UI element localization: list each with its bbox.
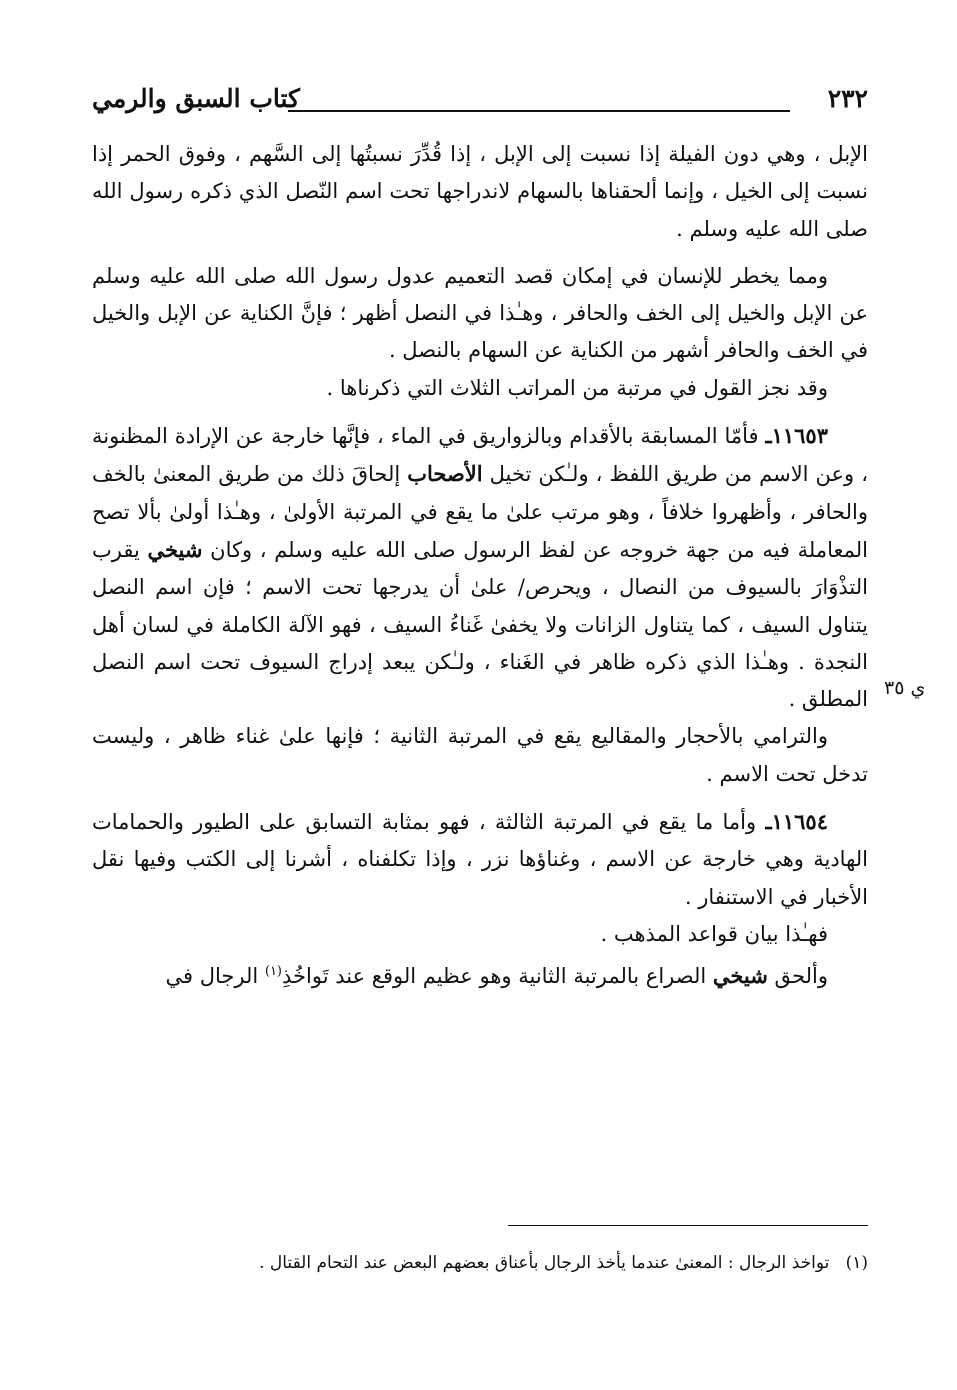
paragraph-11653-part1: فأمّا المسابقة بالأقدام وبالزواريق في الماء ، فإنَّها خارجة عن الإرادة المظنونة ، وعن الاسم من طريق اللفظ ، ولـٰكن تخيل	[92, 424, 868, 487]
footnote-text: تواخذ الرجال : المعنىٰ عندما يأخذ الرجال بأعناق بعضهم البعض عند التحام القتال .	[259, 1253, 830, 1273]
paragraph-continuation: الإبل ، وهي دون الفيلة إذا نسبت إلى الإبل ، إذا قُدِّرَ نسبتُها إلى السَّهم ، وفوق الحمر إذا نسبت إلى الخيل ، وإنما ألحقناها بالسهام لاندراجها تحت اسم النّصل الذي ذكره رسول الله صلى الله عليه وسلم .	[92, 142, 868, 241]
footnote-marker: (١)	[845, 1253, 868, 1273]
footnote-reference: (١)	[264, 964, 282, 980]
page-header	[92, 84, 868, 124]
bold-phrase-sheikh-2: شيخي	[712, 963, 768, 989]
paragraph-11653-part3: يقرب التذْوَارَ بالسيوف من النصال ، ويحرص/ علىٰ أن يدرجها تحت الاسم ؛ فإن اسم النصل يتناول السيف ، كما يتناول الزانات ولا يخفىٰ غَناءُ السيف ، فهو الآلة الكاملة في لسان أهل النجدة . وهـٰذا الذي ذكره ظاهر في الغَناء ، ولـٰكن يبعد إدراج السيوف تحت اسم النصل المطلق .	[92, 537, 868, 712]
wrestling-pre: وألحق	[767, 964, 828, 989]
paragraph-11653-part2: إلحاقَ ذلك من طريق المعنىٰ بالخف والحافر ، وأظهروا خلافاً ، وهو مرتب علىٰ ما يقع في المرتبة الأولىٰ ، وهـٰذا أولىٰ بألا تصح المعاملة فيه من جهة خروجه عن لفظ الرسول صلى الله عليه وسلم ، وكان	[92, 462, 868, 562]
paragraph-stone-throwing: والترامي بالأحجار والمقاليع يقع في المرتبة الثانية ؛ فإنها علىٰ غناء ظاهر ، وليست تدخل تحت الاسم .	[92, 724, 868, 786]
paragraph-wrestling	[92, 953, 868, 995]
book-title: كتاب السبق والرمي	[92, 84, 300, 113]
wrestling-post: الرجال في	[165, 964, 265, 989]
header-rule	[288, 110, 790, 112]
paragraph-11654	[92, 803, 868, 916]
bold-phrase-sheikh: شيخي	[147, 536, 203, 562]
bold-phrase-ashab: الأصحاب	[407, 461, 483, 487]
paragraph-number-11653: ١١٦٥٣ـ	[765, 423, 828, 449]
paragraph-summary: فهـٰذا بيان قواعد المذهب .	[600, 921, 828, 946]
footnote	[92, 1248, 868, 1278]
paragraph-11654-text: وأما ما يقع في المرتبة الثالثة ، فهو بمثابة التسابق على الطيور والحمامات الهادية وهي خارجة عن الاسم ، وغناؤها نزر ، وإذا تكلفناه ، أشرنا إلى الكتب وفيها نقل الأخبار في الاستنفار .	[92, 810, 868, 909]
paragraph-reflection: ومما يخطر للإنسان في إمكان قصد التعميم عدول رسول الله صلى الله عليه وسلم عن الإبل والخيل إلى الخف والحافر ، وهـٰذا في النصل أظهر ؛ فإنَّ الكناية عن الإبل والخيل في الخف والحافر أشهر من الكناية عن السهام بالنصل .	[92, 263, 868, 363]
margin-note: ي ٣٥	[884, 677, 926, 699]
page-number: ٢٣٢	[827, 84, 868, 113]
paragraph-11653	[92, 417, 868, 718]
paragraph-number-11654: ١١٦٥٤ـ	[765, 809, 828, 835]
wrestling-mid: الصراع بالمرتبة الثانية وهو عظيم الوقع عند تَواخُذِ	[282, 964, 713, 989]
body-text	[92, 136, 868, 996]
paragraph-conclusion: وقد نجز القول في مرتبة من المراتب الثلاث التي ذكرناها .	[326, 375, 828, 400]
footnote-rule	[508, 1225, 868, 1226]
